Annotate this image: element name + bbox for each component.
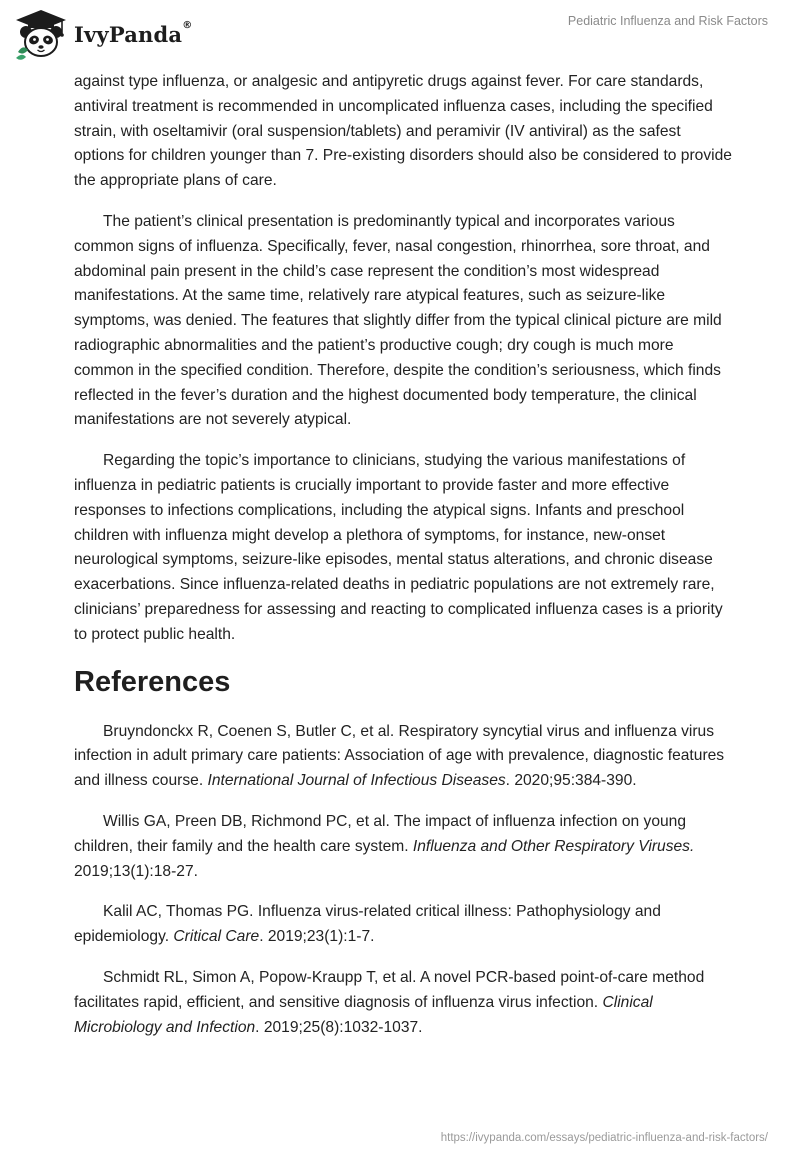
reference-item-3 — [74, 900, 734, 950]
reference-3-source: Critical Care — [173, 928, 260, 946]
body-paragraph-3: Regarding the topic’s importance to clinicians, studying the various manifestations of influenza in pediatric patients is crucially important to provide faster and more effective responses to infections complications, including the atypical signs. Infants and preschool children with influenza might develop a plethora of symptoms, for instance, new-onset neurological symptoms, seizure-like episodes, mental status alterations, and chronic disease exacerbations. Since influenza-related deaths in pediatric populations are not extremely rare, clinicians’ preparedness for assessing and reacting to complicated influenza cases is a priority to protect public health. — [74, 452, 723, 643]
references-heading: References — [74, 665, 231, 698]
reference-4-text: Schmidt RL, Simon A, Popow-Kraupp T, et al. A novel PCR-based point-of-care method facilitates rapid, efficient, and sensitive diagnosis of influenza virus infection. — [74, 968, 705, 1011]
brand-name-text: IvyPanda — [74, 21, 183, 47]
reference-3-details: . 2019;23(1):1-7. — [259, 928, 375, 946]
reference-item-4 — [74, 966, 734, 1040]
ivypanda-logo[interactable] — [14, 8, 192, 60]
reference-1-details: . 2020;95:384-390. — [505, 772, 637, 790]
brand-name — [74, 19, 193, 47]
reference-2-details: 2019;13(1):18-27. — [74, 862, 198, 880]
reference-1-source: International Journal of Infectious Diseases — [207, 772, 506, 790]
registered-mark: ® — [182, 19, 193, 31]
body-paragraph-2: The patient’s clinical presentation is predominantly typical and incorporates various common signs of influenza. Specifically, fever, nasal congestion, rhinorrhea, sore throat, and abdominal pain present in the child’s case represent the condition’s most widespread manifestations. At the same time, relatively rare atypical features, such as seizure-like symptoms, was denied. The features that slightly differ from the typical clinical picture are mild radiographic abnormalities and the patient’s productive cough; dry cough is much more common in the specified condition. Therefore, despite the condition’s seriousness, which finds reflected in the fever’s duration and the highest documented body temperature, the clinical manifestations are not severely atypical. — [74, 212, 722, 429]
page-header — [0, 0, 800, 66]
reference-2-source: Influenza and Other Respiratory Viruses. — [412, 837, 695, 855]
source-url-link[interactable]: https://ivypanda.com/essays/pediatric-influenza-and-risk-factors/ — [440, 1132, 768, 1144]
body-paragraph-1: against type influenza, or analgesic and antipyretic drugs against fever. For care standards, antiviral treatment is recommended in uncomplicated influenza cases, including the specified strain, with oseltamivir (oral suspension/tablets) and peramivir (IV antiviral) as the safest options for children younger than 7. Pre-existing disorders should also be considered to provide the appropriate plans of care. — [74, 73, 732, 190]
essay-content — [74, 70, 734, 1056]
reference-3-text: Kalil AC, Thomas PG. Influenza virus-related critical illness: Pathophysiology and epidemiology. — [74, 903, 661, 946]
reference-item-2 — [74, 810, 734, 884]
reference-4-details: . 2019;25(8):1032-1037. — [255, 1018, 423, 1036]
reference-4-source: Clinical Microbiology and Infection — [74, 993, 653, 1036]
document-title: Pediatric Influenza and Risk Factors — [567, 14, 768, 28]
reference-1-text: Bruyndonckx R, Coenen S, Butler C, et al. Respiratory syncytial virus and influenza virus infection in adult primary care patients: Association of age with prevalence, diagnostic features and illness course. — [74, 722, 725, 790]
reference-2-text: Willis GA, Preen DB, Richmond PC, et al. The impact of influenza infection on young children, their family and the health care system. — [74, 812, 687, 855]
panda-graduation-cap-icon — [14, 8, 68, 60]
reference-item-1 — [74, 720, 734, 794]
